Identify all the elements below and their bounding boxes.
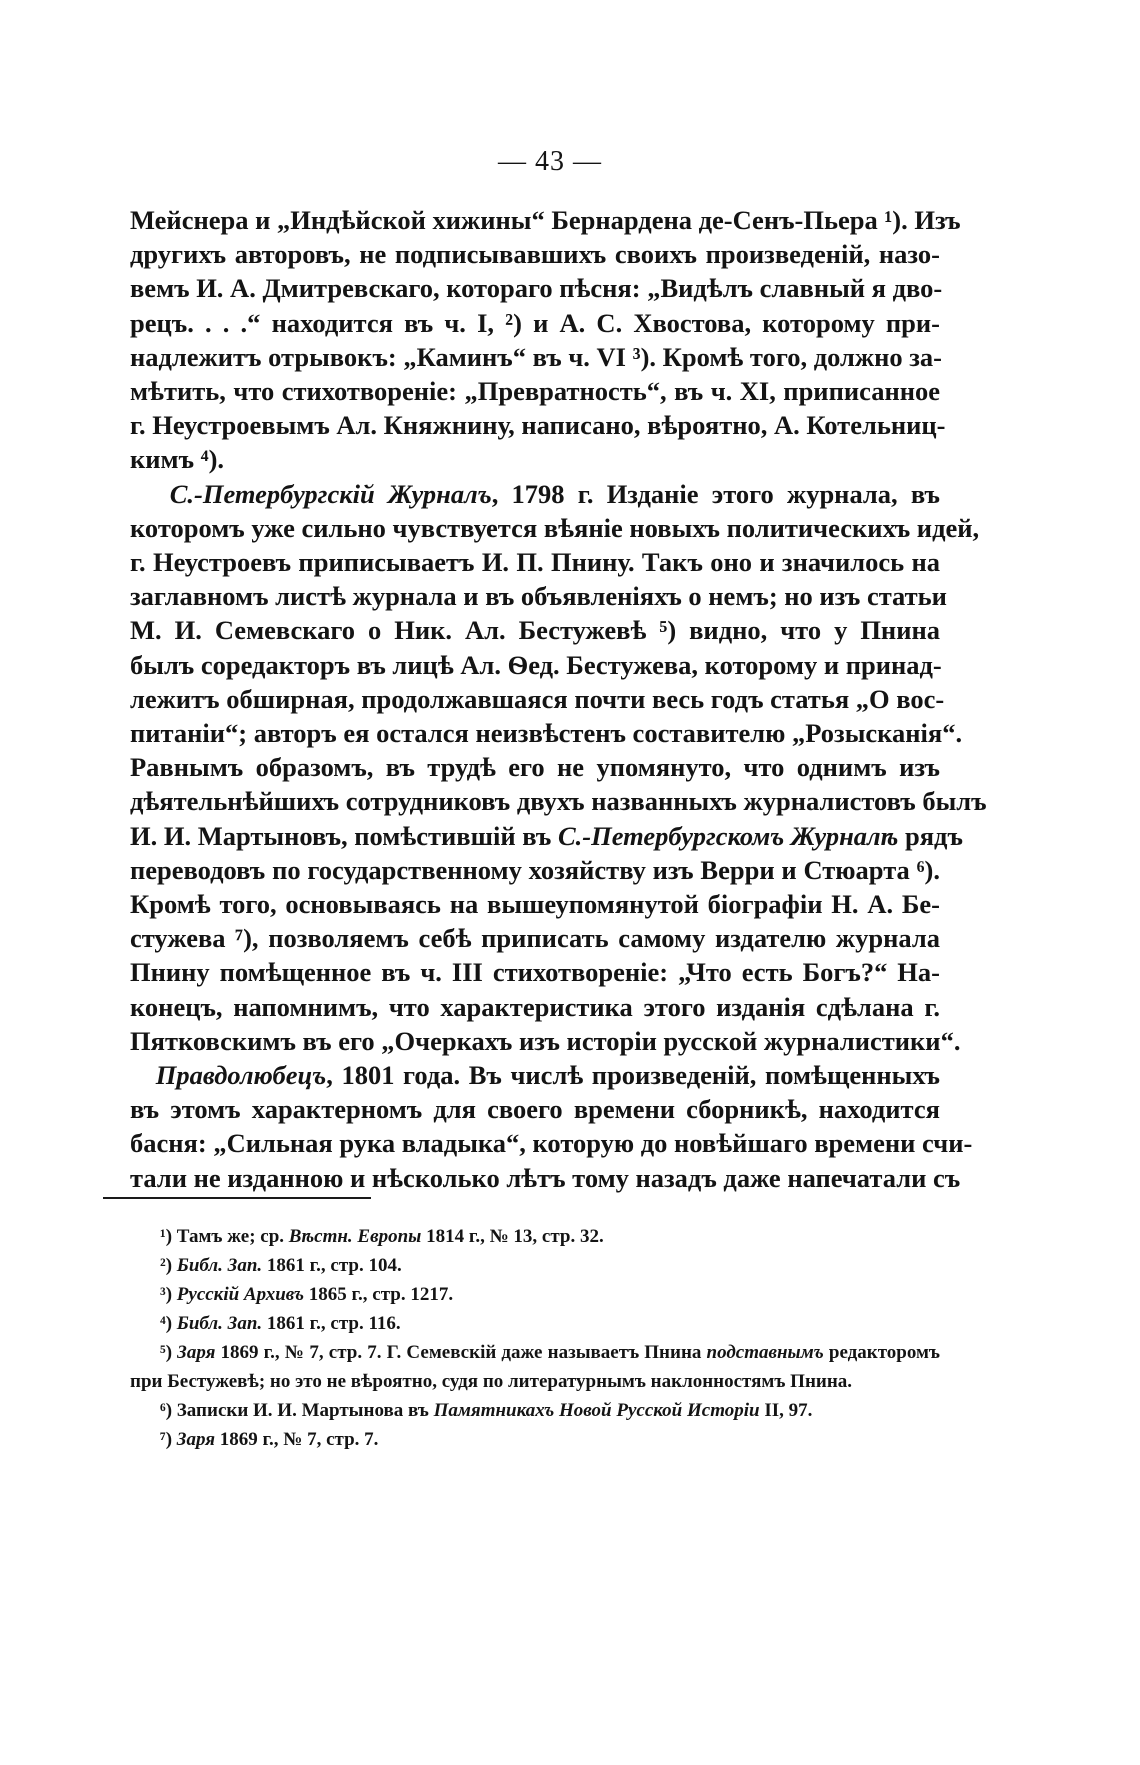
text-line: кимъ ⁴). [130,444,225,475]
text-line: дѣятельнѣйшихъ сотрудниковъ двухъ названныхъ журналистовъ былъ [130,786,987,817]
journal-title: Правдолюбецъ [155,1060,327,1091]
text-line: стужева ⁷), позволяемъ себѣ приписать самому издателю журнала [130,923,940,954]
text-line: Правдолюбецъ, 1801 года. Въ числѣ произведеній, помѣщенныхъ [155,1060,941,1091]
page-number: — 43 — [498,146,602,177]
text-line: Пятковскимъ въ его „Очеркахъ изъ исторіи русской журналистики“. [130,1025,961,1056]
text-line: надлежитъ отрывокъ: „Каминъ“ въ ч. VI ³). Кромѣ того, должно за- [130,341,942,372]
text-line: заглавномъ листѣ журнала и въ объявленіяхъ о немъ; но изъ статьи [130,581,947,612]
text-line: лежитъ обширная, продолжавшаяся почти весь годъ статья „О вос- [130,683,945,714]
journal-title: С.-Петербургскомъ Журналѣ [557,820,899,851]
text-line: С.-Петербургскій Журналъ, 1798 г. Изданіе этого журнала, въ [169,478,941,509]
footnote-1: ¹) Тамъ же; ср. Вѣстн. Европы 1814 г., № 13, стр. 32. [160,1226,604,1247]
footnote-5: ⁵) Заря 1869 г., № 7, стр. 7. Г. Семевскій даже называетъ Пнина подставнымъ редакторомъ при Бестужевѣ; но это не вѣроятно, судя по литературнымъ наклонностямъ Пнина. [130,1342,940,1392]
text-line: рецъ. . . .“ находится въ ч. I, ²) и А. С. Хвостова, которому при- [130,307,940,338]
text-line: питаніи“; авторъ ея остался неизвѣстенъ составителю „Розысканія“. [130,718,963,749]
footnote-4: ⁴) Библ. Зап. 1861 г., стр. 116. [160,1313,401,1334]
footnote-6: ⁶) Записки И. И. Мартынова въ Памятникахъ Новой Русской Исторіи II, 97. [160,1400,813,1421]
journal-title: С.-Петербургскій Журналъ [169,478,492,509]
footnote-2: ²) Библ. Зап. 1861 г., стр. 104. [160,1255,402,1276]
text-line: М. И. Семевскаго о Ник. Ал. Бестужевѣ ⁵) видно, что у Пнина [130,615,940,646]
text-line: которомъ уже сильно чувствуется вѣяніе новыхъ политическихъ идей, [130,512,980,543]
text-line: конецъ, напомнимъ, что характеристика этого изданія сдѣлана г. [130,991,940,1022]
paragraph-1 [130,203,961,477]
text-line: Мейснера и „Индѣйской хижины“ Бернардена де-Сенъ-Пьера ¹). Изъ [130,205,961,235]
footnotes [130,1222,940,1454]
paragraph-2 [130,477,987,1058]
text-line: Пнину помѣщенное въ ч. III стихотвореніе: „Что есть Богъ?“ На- [130,957,940,988]
text-line: басня: „Сильная рука владыка“, которую до новѣйшаго времени счи- [130,1128,973,1159]
text-line: И. И. Мартыновъ, помѣстившій въ С.-Петербургскомъ Журналѣ рядъ [130,820,963,851]
footnote-divider [103,1197,371,1199]
footnote-7: ⁷) Заря 1869 г., № 7, стр. 7. [160,1429,379,1450]
paragraph-3 [130,1058,973,1195]
text-line: мѣтить, что стихотвореніе: „Превратность“, въ ч. XI, приписанное [130,376,940,407]
text-line: г. Неустроевымъ Ал. Княжнину, написано, вѣроятно, А. Котельниц- [130,410,946,441]
text-line: тали не изданною и нѣсколько лѣтъ тому назадъ даже напечатали съ [130,1162,961,1193]
text-line: вемъ И. А. Дмитревскаго, котораго пѣсня: „Видѣлъ славный я дво- [130,273,943,304]
text-line: другихъ авторовъ, не подписывавшихъ своихъ произведеній, назо- [130,239,940,270]
text-line: Кромѣ того, основываясь на вышеупомянутой біографіи Н. А. Бе- [130,889,940,920]
text-line: былъ соредакторъ въ лицѣ Ал. Ѳед. Бестужева, которому и принад- [130,649,942,680]
text-line: переводовъ по государственному хозяйству изъ Верри и Стюарта ⁶). [130,854,940,885]
main-text [130,203,987,1195]
text-line: въ этомъ характерномъ для своего времени сборникѣ, находится [130,1094,940,1125]
text-line: Равнымъ образомъ, въ трудѣ его не упомянуто, что однимъ изъ [130,752,940,783]
text-line: г. Неустроевъ приписываетъ И. П. Пнину. Такъ оно и значилось на [130,547,940,578]
footnote-3: ³) Русскій Архивъ 1865 г., стр. 1217. [160,1284,454,1305]
